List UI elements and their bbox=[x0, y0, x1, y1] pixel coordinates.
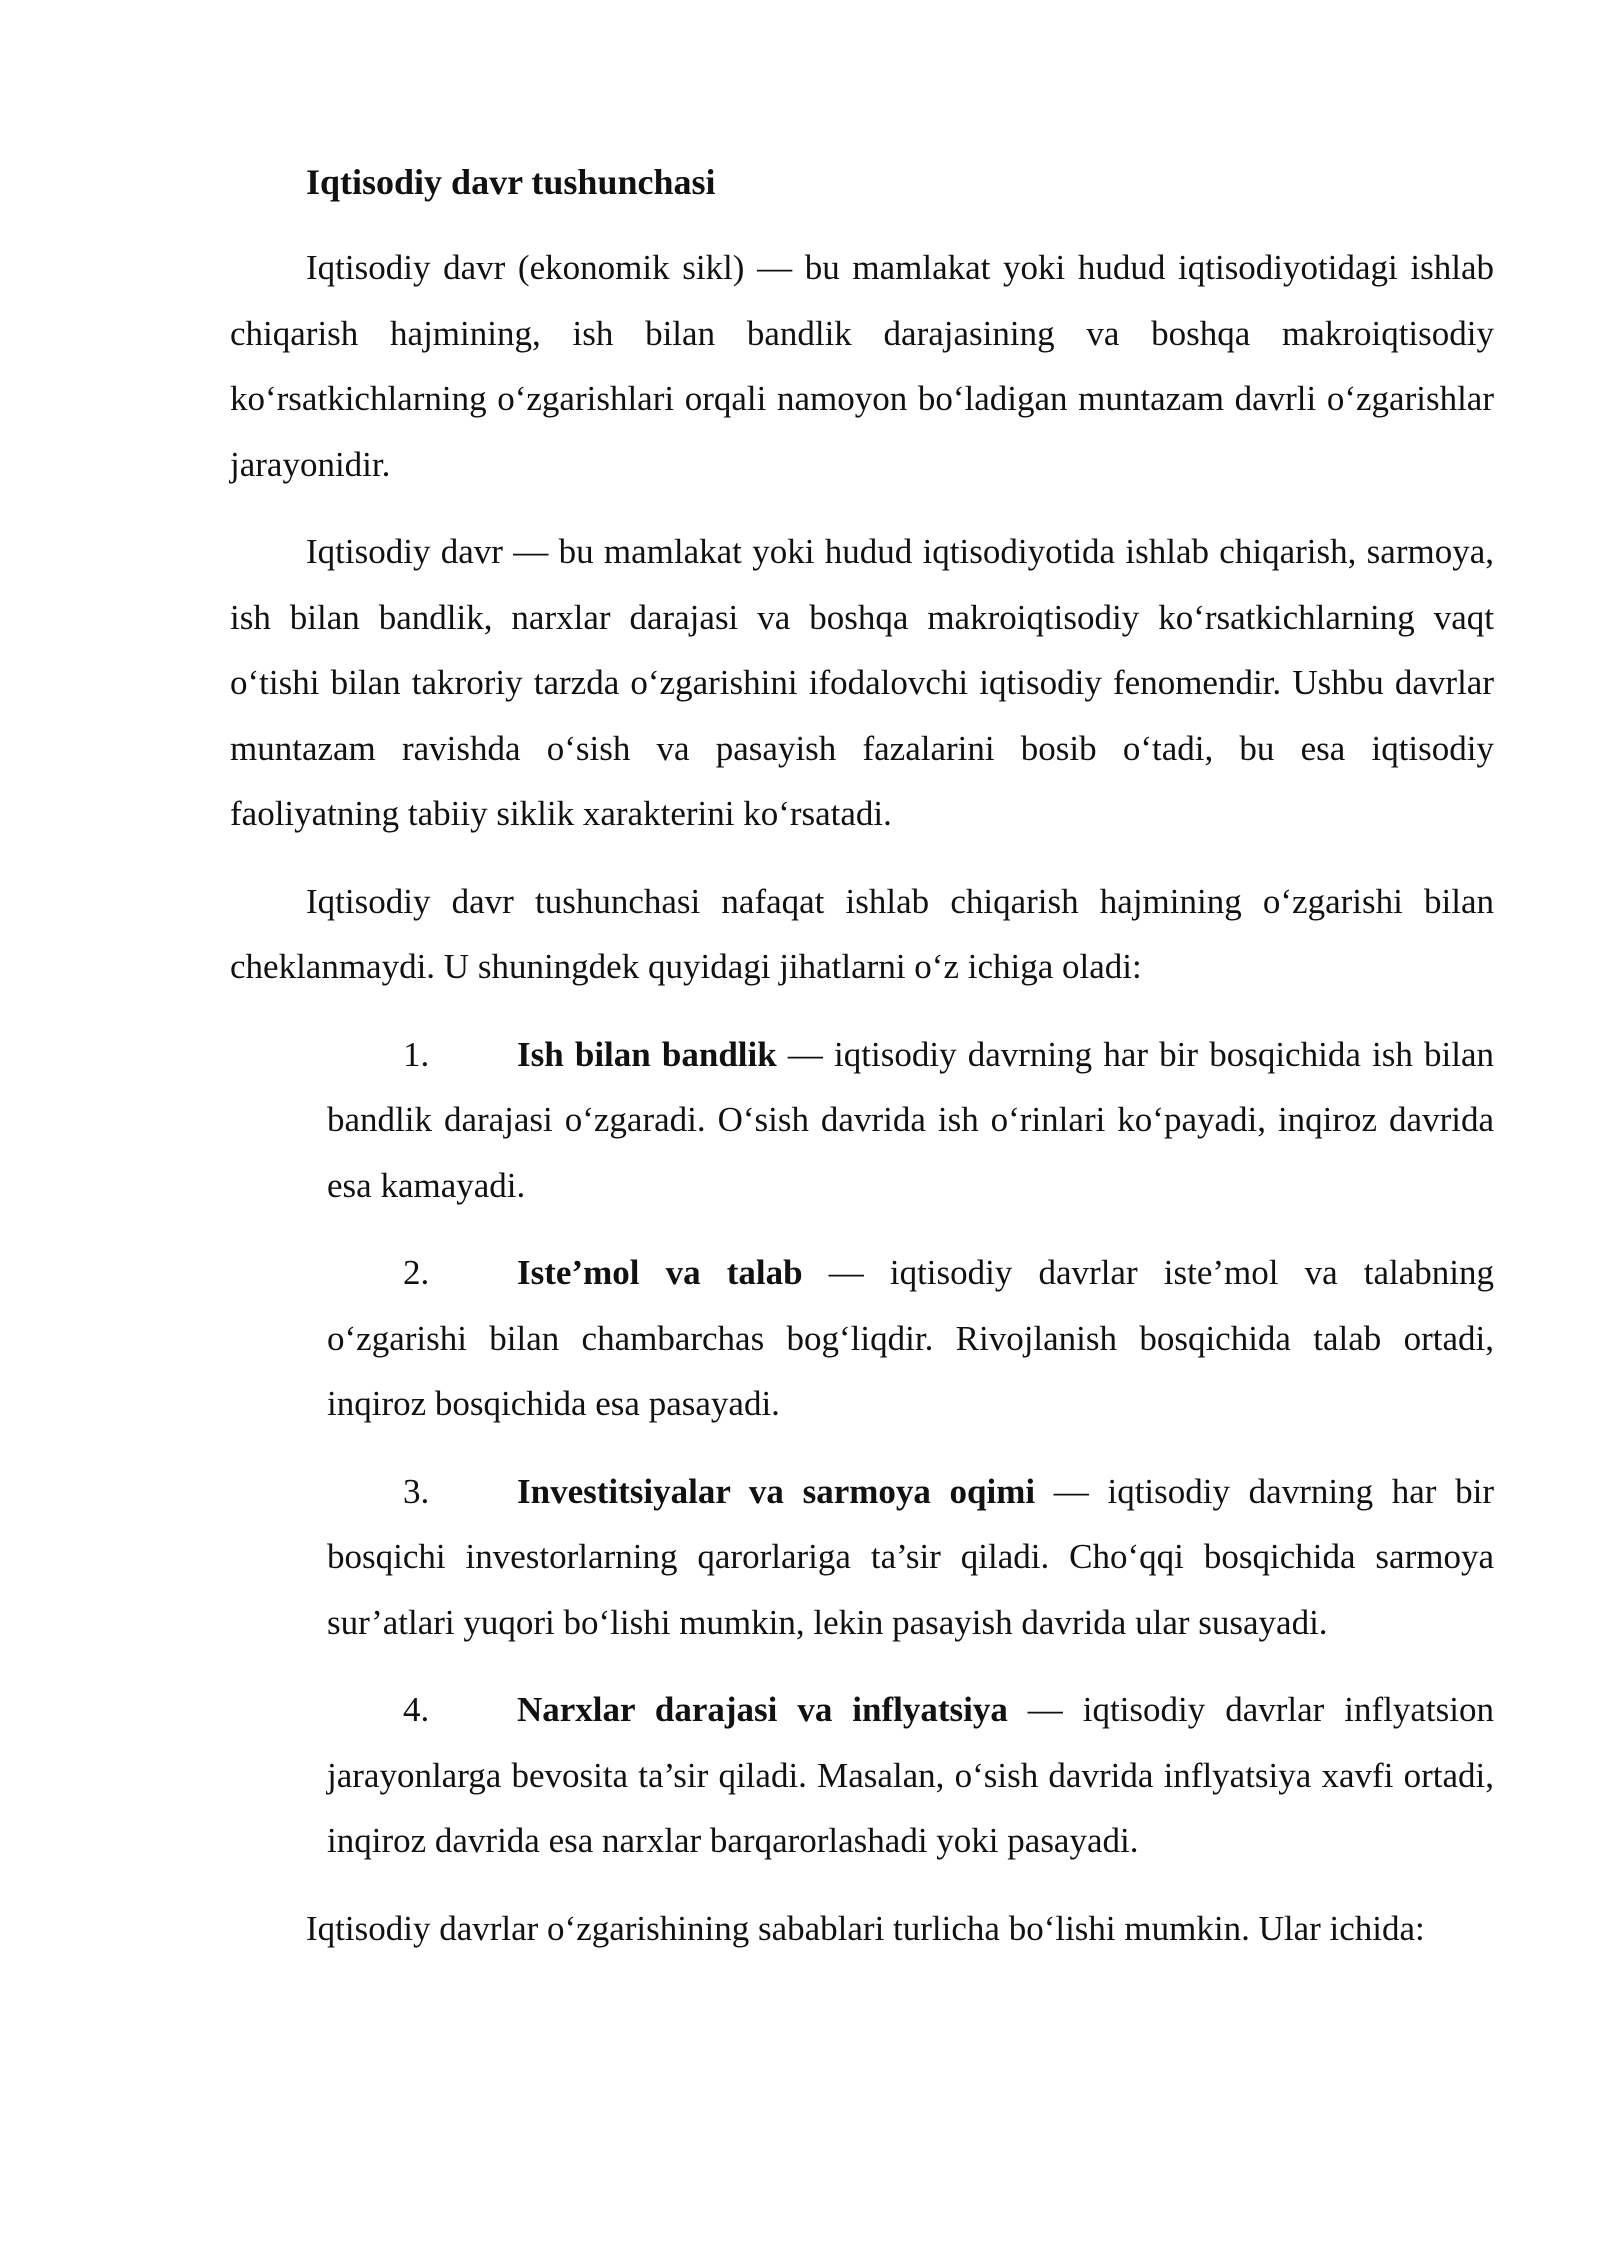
paragraph-causes: Iqtisodiy davrlar oʻzgarishining sabablari turlicha boʻlishi mumkin. Ular ichida: bbox=[306, 1908, 1425, 1948]
list-item bbox=[327, 1677, 1494, 1874]
list-item-text: — iqtisodiy davrning har bir bosqichi investorlarning qarorlariga ta’sir qiladi. Choʻqqi bosqichida sarmoya sur’atlari yuqori boʻlishi mumkin, lekin pasayish davrida ular susayadi. bbox=[327, 1471, 1494, 1642]
list-item bbox=[327, 1459, 1494, 1656]
list-item-text: — iqtisodiy davrlar iste’mol va talabning oʻzgarishi bilan chambarchas bogʻliqdir. Rivojlanish bosqichida talab ortadi, inqiroz bosqichida esa pasayadi. bbox=[327, 1253, 1495, 1423]
list-item bbox=[327, 1022, 1494, 1219]
list-item-text: — iqtisodiy davrning har bir bosqichida ish bilan bandlik darajasi oʻzgaradi. Oʻsish davrida ish oʻrinlari koʻpayadi, inqiroz davrida esa kamayadi. bbox=[327, 1034, 1495, 1205]
list-item-term: Iste’mol va talab bbox=[517, 1253, 803, 1292]
paragraph-phenomenon: Iqtisodiy davr — bu mamlakat yoki hudud iqtisodiyotida ishlab chiqarish, sarmoya, ish bilan bandlik, narxlar darajasi va boshqa makroiqtisodiy koʻrsatkichlarning vaqt oʻtishi bilan takroriy tarzda oʻzgarishini ifodalovchi iqtisodiy fenomendir. Ushbu davrlar muntazam ravishda oʻsish va pasayish fazalarini bosib oʻtadi, bu esa iqtisodiy faoliyatning tabiiy siklik xarakterini koʻrsatadi. bbox=[230, 532, 1494, 833]
list-item-text: — iqtisodiy davrlar inflyatsion jarayonlarga bevosita ta’sir qiladi. Masalan, oʻsish davrida inflyatsiya xavfi ortadi, inqiroz davrida esa narxlar barqarorlashadi yoki pasayadi. bbox=[327, 1690, 1494, 1860]
paragraph-definition: Iqtisodiy davr (ekonomik sikl) — bu mamlakat yoki hudud iqtisodiyotidagi ishlab chiqarish hajmining, ish bilan bandlik darajasining va boshqa makroiqtisodiy koʻrsatkichlarning oʻzgarishlari orqali namoyon boʻladigan muntazam davrli oʻzgarishlar jarayonidir. bbox=[230, 248, 1494, 484]
section-title: Iqtisodiy davr tushunchasi bbox=[306, 162, 716, 202]
list-item-number: 4. bbox=[403, 1690, 430, 1729]
list-item-number: 3. bbox=[403, 1471, 430, 1511]
list-item bbox=[327, 1240, 1494, 1437]
list-item-term: Ish bilan bandlik bbox=[517, 1034, 777, 1074]
document-page bbox=[230, 150, 1494, 1983]
list-item-term: Investitsiyalar va sarmoya oqimi bbox=[517, 1471, 1036, 1511]
paragraph-aspects-intro: Iqtisodiy davr tushunchasi nafaqat ishlab chiqarish hajmining oʻzgarishi bilan cheklanmaydi. U shuningdek quyidagi jihatlarni oʻz ichiga oladi: bbox=[230, 881, 1494, 986]
list-item-term: Narxlar darajasi va inflyatsiya bbox=[517, 1690, 1008, 1729]
list-item-number: 1. bbox=[403, 1034, 430, 1074]
list-item-number: 2. bbox=[403, 1253, 430, 1292]
aspects-list bbox=[230, 1022, 1494, 1874]
